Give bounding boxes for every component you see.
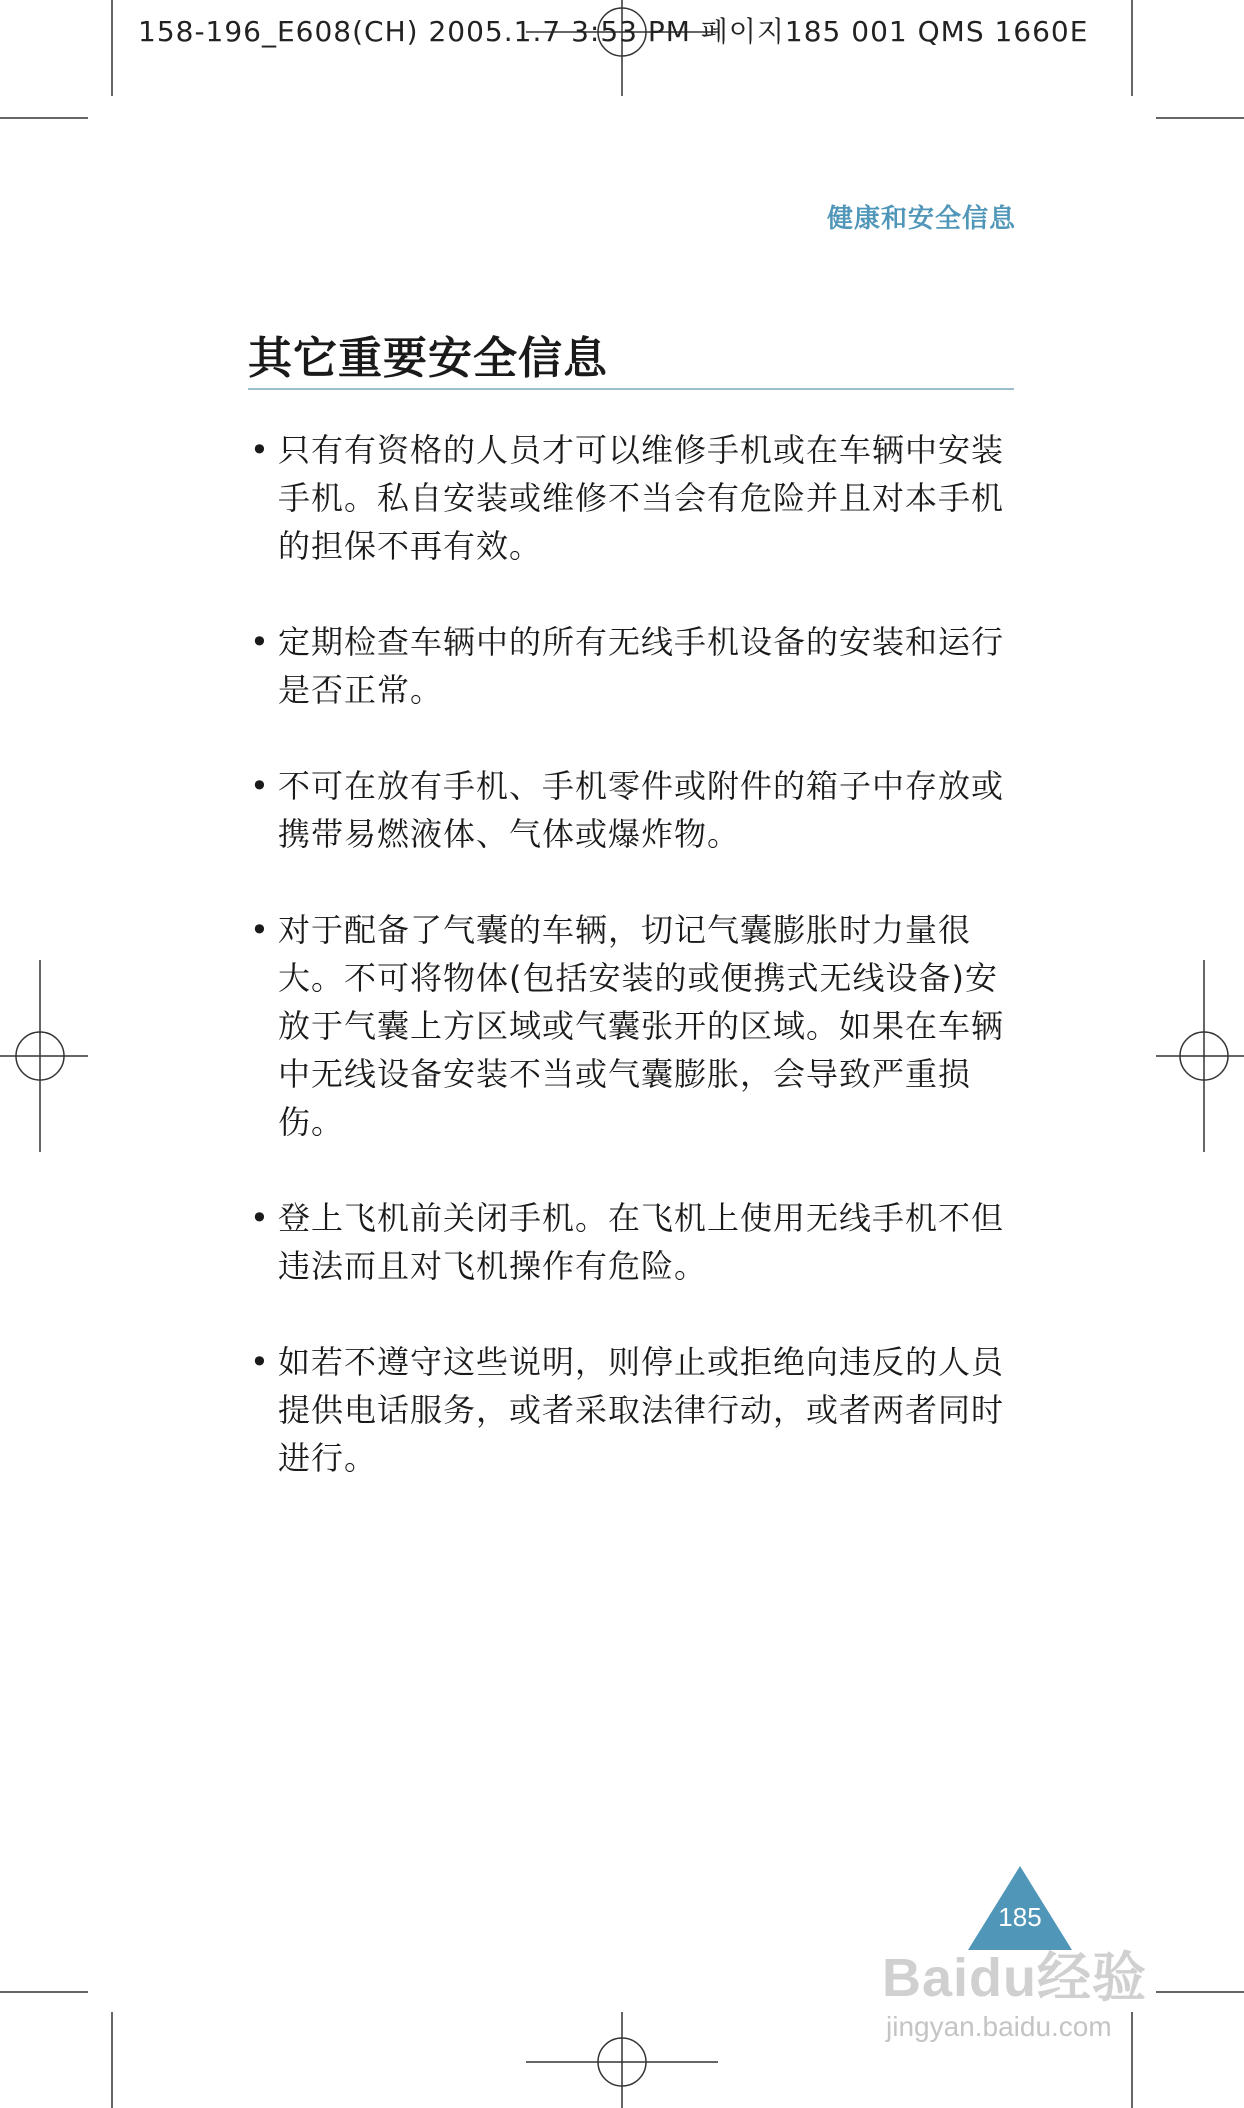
watermark-brand: Baidu经验 <box>882 1948 1148 2008</box>
list-item-text: 不可在放有手机、手机零件或附件的箱子中存放或携带易燃液体、气体或爆炸物。 <box>278 767 1005 853</box>
print-slug: 158-196_E608(CH) 2005.1.7 3:53 PM 페이지185 001 QMS 1660E <box>138 15 1089 48</box>
bullet-icon: • <box>250 431 270 469</box>
title-divider <box>248 388 1014 390</box>
running-head: 健康和安全信息 <box>826 204 1016 234</box>
bullet-icon: • <box>250 767 270 805</box>
list-item-text: 对于配备了气囊的车辆，切记气囊膨胀时力量很大。不可将物体(包括安装的或便携式无线设备)安放于气囊上方区域或气囊张开的区域。如果在车辆中无线设备安装不当或气囊膨胀，会导致严重损伤。 <box>278 911 1005 1141</box>
page-number: 185 <box>998 1902 1042 1932</box>
page-number-badge <box>968 1866 1072 1950</box>
page-title: 其它重要安全信息 <box>248 333 608 384</box>
bullet-icon: • <box>250 1199 270 1237</box>
bullet-icon: • <box>250 911 270 949</box>
bullet-icon: • <box>250 1343 270 1381</box>
safety-list <box>248 426 1018 1530</box>
list-item <box>248 1194 1018 1290</box>
list-item-text: 定期检查车辆中的所有无线手机设备的安装和运行是否正常。 <box>278 623 1005 709</box>
list-item-text: 只有有资格的人员才可以维修手机或在车辆中安装手机。私自安装或维修不当会有危险并且对本手机的担保不再有效。 <box>278 431 1005 565</box>
list-item <box>248 1338 1018 1482</box>
list-item-text: 登上飞机前关闭手机。在飞机上使用无线手机不但违法而且对飞机操作有危险。 <box>278 1199 1005 1285</box>
list-item <box>248 762 1018 858</box>
list-item-text: 如若不遵守这些说明，则停止或拒绝向违反的人员提供电话服务，或者采取法律行动，或者两者同时进行。 <box>278 1343 1005 1477</box>
list-item <box>248 426 1018 570</box>
list-item <box>248 618 1018 714</box>
bullet-icon: • <box>250 623 270 661</box>
watermark-url: jingyan.baidu.com <box>886 2011 1112 2042</box>
list-item <box>248 906 1018 1146</box>
watermark <box>882 1946 1212 2066</box>
